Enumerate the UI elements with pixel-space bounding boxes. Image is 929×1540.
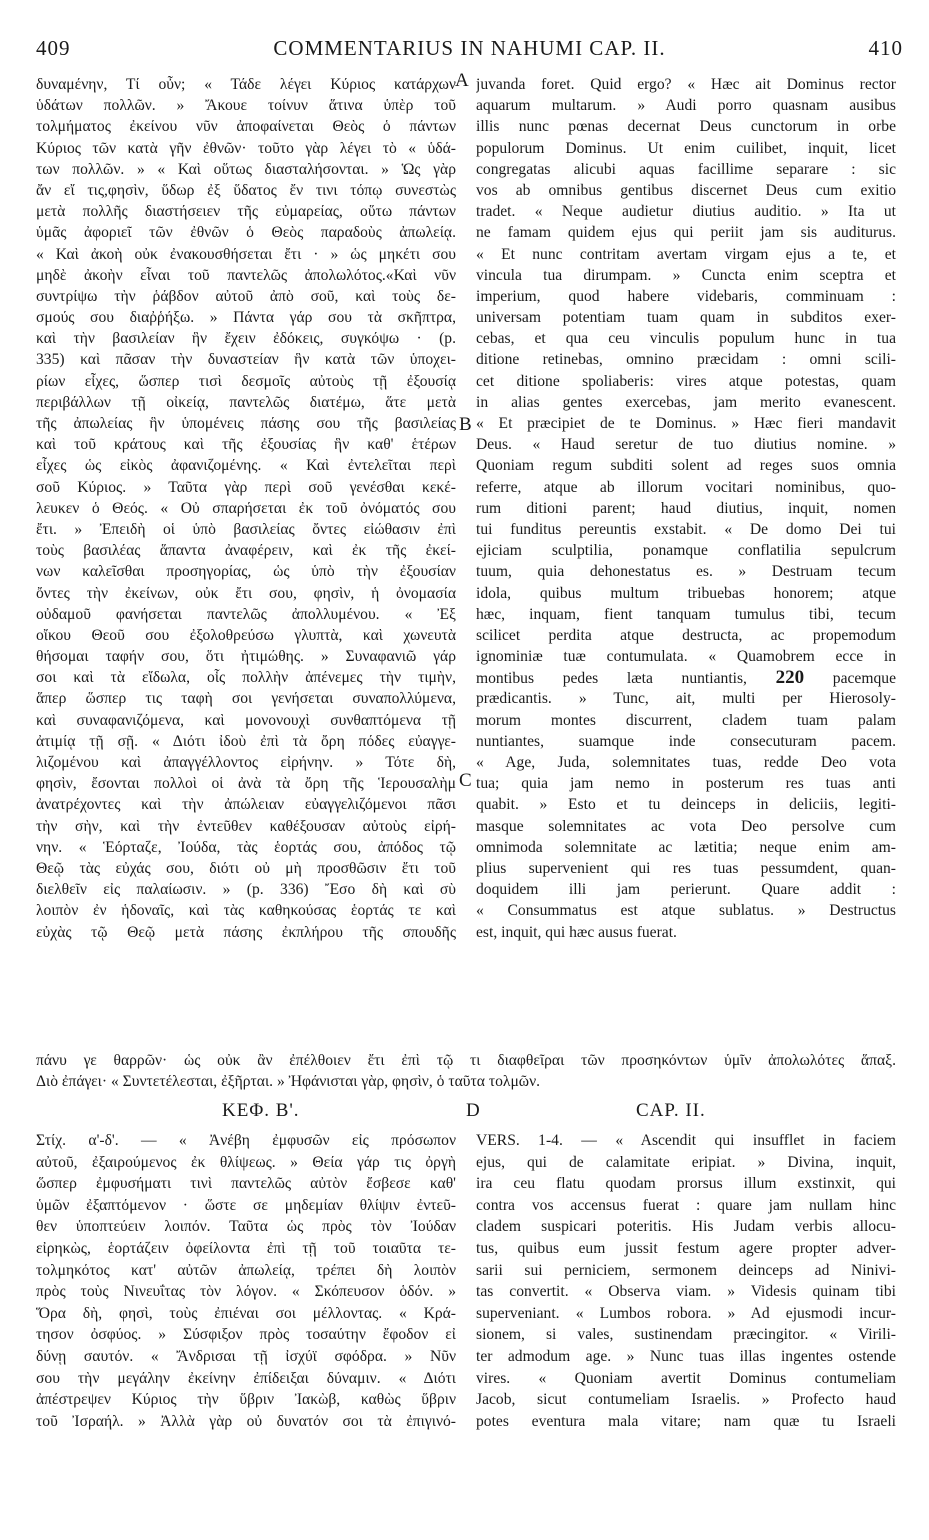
text-line: vincula tua dirumpam. » Cuncta enim sceptra et	[476, 266, 896, 284]
text-line: ὥσπερ ἐμφυσήματι τινὶ παντελῶς αὐτὸν ἔσβεσε καθ'	[36, 1175, 456, 1193]
latin-column-bottom	[476, 1130, 896, 1432]
text-line: contra vos accensus fuerat : quare jam nullam hinc	[476, 1196, 896, 1214]
text-line: potes eventura mala vitare; nam quæ tu Israeli	[476, 1412, 896, 1430]
text-line: Διὸ ἐπάγει· « Συντετέλεσται, ἐξῆρται. » Ἠφάνισται γὰρ, φησὶν, ὁ ταῦτα τολμῶν.	[36, 1073, 541, 1091]
text-line: ἅπερ ὥσπερ τις ταφὴ σοι γενήσεται συναπολλύμενα,	[36, 690, 456, 708]
text-line: hæc, inquam, fient tanquam tumulus tibi, tecum	[476, 605, 896, 623]
text-line: superveniant. « Lumbos robora. » Ad ejusmodi incur-	[476, 1304, 896, 1322]
text-line: « Καὶ ἀκοὴ οὐκ ἐνακουσθήσεται ἔτι · » ὡς μηκέτι σου	[36, 245, 456, 263]
text-line: αὐτοῦ, ἐξαιρούμενος ἐκ θλίψεως. » Θεία γάρ τις ὀργὴ	[36, 1153, 456, 1171]
text-line: VERS. 1-4. — « Ascendit qui insufflet in faciem	[476, 1132, 896, 1149]
running-header	[36, 36, 903, 66]
text-line: cebas, et qua ceu vinculis populum hunc in tua	[476, 330, 896, 348]
text-line: ὄντες τὴν ἐκείνων, οὐκ ἔτι σου, φησὶν, ἡ ὀνομασία	[36, 584, 456, 602]
text-line: referre, atque ab illorum vocitari nominibus, quo-	[476, 478, 896, 496]
text-line: Jacob, sicut contumeliam Israelis. » Profecto haud	[476, 1391, 896, 1409]
text-line: prædicantis. » Tunc, ait, multi per Hierosoly-	[476, 690, 896, 708]
margin-marker-a: A	[455, 70, 469, 91]
text-line: εἶχες ὡς εἰκὸς ἀφανιζομένης. « Καὶ ἐντελεῖται περὶ	[36, 457, 456, 475]
column-number-220: 220	[775, 667, 805, 689]
line-text-after: pacemque	[804, 670, 896, 688]
text-line: vires. « Quoniam avertit Dominus contumeliam	[476, 1369, 896, 1387]
text-line: πρὸς τοὺς Νινευΐτας τὸν λόγον. « Σκόπευσον ὁδόν. »	[36, 1283, 456, 1301]
text-line: θεν ὑποπτεύειν λοιπόν. Ταῦτα ὡς πρὸς τὸν Ἰούδαν	[36, 1218, 456, 1236]
text-line: περιβάλλων τῇ οἰκείᾳ, παντελῶς διατέμω, ἅτε μετὰ	[36, 393, 456, 411]
margin-marker-b: B	[459, 414, 472, 435]
text-line: τὴν σὴν, καὶ τὴν ἐντεῦθεν καθέξουσαν αὐτοὺς εἰρή-	[36, 817, 456, 835]
text-line: οὐδαμοῦ φανήσεται παντελῶς ἀπολλυμένου. « Ἐξ	[36, 605, 456, 623]
text-line: διελθεῖν εἰς παλαίωσιν. » (p. 336) Ἔσο δὴ καὶ σὺ	[36, 881, 456, 899]
text-line: tradet. « Neque audietur diutius auditio. » Ita ut	[476, 203, 896, 221]
line-text: montibus pedes læta nuntiantis,	[476, 670, 776, 688]
text-line: quabit. » Esto et tu deinceps in deliciis, legiti-	[476, 796, 896, 814]
text-line: τοῦ Ἰσραήλ. » Ἀλλὰ γὰρ οὐ δυνατόν σοι τὰ ἐπιγινό-	[36, 1412, 456, 1430]
text-line: μηδὲ ἀκοὴν εἶναι τοῦ παντελῶς ἀπολωλότος.«Καὶ νῦν	[36, 266, 456, 284]
text-line: Κύριος τῶν κατὰ γῆν ἐθνῶν· τοῦτο γὰρ λέγει τὸ « ὑδά-	[36, 139, 456, 157]
text-line: καὶ τοῦ κράτους καὶ τῆς ἐξουσίας ἣν καθ' ἑτέρων	[36, 436, 456, 454]
text-line: cladem suspicari poteritis. His Judam verbis allocu-	[476, 1218, 896, 1236]
running-title: COMMENTARIUS IN NAHUMI CAP. II.	[273, 36, 666, 60]
text-line: ira ceu flatu quodam prorsus illum exstinxit, qui	[476, 1175, 896, 1193]
text-line: « Et nunc contritam avertam virgam ejus a te, et	[476, 245, 896, 263]
text-line: juvanda foret. Quid ergo? « Hæc ait Dominus rector	[476, 76, 896, 93]
text-line: masque solemnitates ac vota Deo persolve cum	[476, 817, 896, 835]
text-line: σμούς σου διαῤῥήξω. » Πάντα γάρ σου τὰ σκῆπτρα,	[36, 309, 456, 327]
text-line: Ὅρα δὴ, φησὶ, τοὺς ἐπιέναι σοι μέλλοντας. « Κρά-	[36, 1304, 456, 1322]
text-line: καὶ συναφανιζόμενα, καὶ μονονουχὶ συνθαπτόμενα τῇ	[36, 711, 456, 729]
text-line: ignominiæ tuæ contumulata. « Quamobrem ecce in	[476, 648, 896, 666]
text-line: Quoniam regum subditi solent ad reges suos omnia	[476, 457, 896, 475]
text-line: μετὰ πολλῆς διαστήσειεν τῆς εὐμαρείας, οὕτω πάντων	[36, 203, 456, 221]
text-line: « Consummatus est atque sublatus. » Destructus	[476, 902, 896, 920]
text-line: ἄν εἴ τις,φησὶν, ὕδωρ ἐξ ὕδατος ἔν τινι τόπῳ συνεστὼς	[36, 181, 456, 199]
greek-chapter-heading: ΚΕΦ. Β'.	[222, 1100, 300, 1121]
text-line: doquidem illi jam perierunt. Quare addit :	[476, 881, 896, 899]
text-line: idola, quibus multum tribuebas honorem; atque	[476, 584, 896, 602]
page-number-right: 410	[868, 36, 903, 60]
text-line: plius supervenient qui res tuas pessumdent, quan-	[476, 859, 896, 877]
text-line: δύνῃ σαυτόν. « Ἄνδρισαι τῇ ἰσχύϊ σφόδρα. » Νῦν	[36, 1347, 456, 1365]
text-line: « Age, Juda, solemnitates tuas, redde Deo vota	[476, 754, 896, 771]
text-line: Στίχ. α'-δ'. — « Ἀνέβη ἐμφυσῶν εἰς πρόσωπον	[36, 1132, 456, 1149]
text-line: σοῦ Κύριος. » Ταῦτα γὰρ περὶ σοῦ γενέσθαι κεκέ-	[36, 478, 456, 496]
text-line	[476, 667, 896, 688]
text-line: tas convertit. « Observa viam. » Videsis quinam tibi	[476, 1283, 896, 1301]
text-line: scilicet perdita atque destructa, ac propemodum	[476, 626, 896, 644]
text-line: εὐχὰς τῷ Θεῷ μετὰ πάσης ἐκπλήρου τῆς σπουδῆς	[36, 923, 456, 941]
text-line: οἴκου Θεοῦ σου ἐξολοθρεύσω γλυπτὰ, καὶ χωνευτὰ	[36, 626, 456, 644]
text-line: sionem, si vales, sustinendam præcingitor. « Virili-	[476, 1326, 896, 1344]
text-line: λοιπὸν ἐν ἡδοναῖς, καὶ τὰς καθηκούσας ἑορτάς τε καὶ	[36, 902, 456, 920]
text-line: Θεῷ τὰς εὐχάς σου, διότι οὐ μὴ προσθῶσιν ἔτι τοῦ	[36, 859, 456, 877]
text-line: σοι καὶ τὰ εἴδωλα, οἷς πολλὴν ἀπένεμες τὴν τιμὴν,	[36, 669, 456, 687]
text-line: imperium, quod habere videbaris, comminuam :	[476, 287, 896, 305]
text-line: δυναμένην, Τί οὖν; « Τάδε λέγει Κύριος κατάρχων	[36, 76, 456, 93]
text-line: vos ab omnibus gentibus discernet Deus cum exitio	[476, 181, 896, 199]
text-line: est, inquit, qui hæc ausus fuerat.	[476, 923, 677, 941]
text-line: illis nunc pœnas decernat Deus cunctorum in orbe	[476, 118, 896, 136]
margin-marker-d: D	[466, 1100, 480, 1121]
latin-chapter-heading: CAP. II.	[636, 1100, 706, 1121]
text-line: λευκεν ὁ Θεός. « Οὐ σπαρήσεται ἐκ τοῦ ὀνόματός σου	[36, 499, 456, 517]
text-line: Deus. « Haud seretur de tuo diutius nomine. »	[476, 436, 896, 454]
text-line: ejiciam sculptilia, ponamque conflatilia sepulcrum	[476, 542, 896, 560]
text-line: τοὺς βασιλέας ἅπαντα ἀναφέρειν, καὶ ἐκ τῆς ἐκεί-	[36, 542, 456, 560]
greek-column-bottom	[36, 1130, 456, 1432]
text-line: nuntiantes, suamque inde consecuturam pacem.	[476, 732, 896, 750]
text-line: morum montes discurrent, cladem tuam palam	[476, 711, 896, 729]
margin-marker-c: C	[459, 770, 472, 791]
text-line: ὑμᾶς ἀφοριεῖ τῶν ἐθνῶν ὁ Θεὸς παραδοὺς ἀπωλείᾳ.	[36, 224, 456, 242]
text-line: universam potentiam tuam quam in subditos exer-	[476, 309, 896, 327]
text-line: ὑμῶν ἐξαπτόμενον · ὥστε σε μηδεμίαν θλίψιν ἐντεῦ-	[36, 1196, 456, 1214]
text-line: τολμήματος ἐκείνου νῦν ἀποφαίνεται Θεὸς ὁ πάντων	[36, 118, 456, 136]
text-line: in alias gentes exercebas, jam merito evanescent.	[476, 393, 896, 411]
text-line: ἀτιμίᾳ τῇ σῇ. « Διότι ἰδοὺ ἐπὶ τὰ ὄρη πόδες εὐαγγε-	[36, 732, 456, 750]
text-line: εἰρηκὼς, ἑορτάζειν ὀφείλοντα ἐπὶ τῇ τοῦ τοιαῦτα τε-	[36, 1239, 456, 1257]
text-line: νην. « Ἑόρταζε, Ἰούδα, τὰς ἑορτάς σου, ἀπόδος τῷ	[36, 838, 456, 856]
text-line: tus, quibus eum jussit festum agere propter adver-	[476, 1239, 896, 1257]
text-line: tui funditus pereuntis exstabit. « De domo Dei tui	[476, 520, 896, 538]
text-line: καὶ τὴν βασιλείαν ἣν ἔχειν ἐδόκεις, συγκόψω · (p.	[36, 330, 456, 348]
text-line: cet ditione spoliaberis: vires atque potestas, quam	[476, 372, 896, 390]
text-line: ρίων εἶχες, ὥσπερ τισὶ δεσμοῖς αὐτοὺς τῇ ἐξουσίᾳ	[36, 372, 456, 390]
latin-column-top	[476, 74, 896, 943]
text-line: λιζομένου καὶ ἀπαγγέλλοντος εἰρήνην. » Τότε δὴ,	[36, 754, 456, 771]
text-line: φησὶν, ἔσονται πολλοὶ οἱ ἀνὰ τὰ ὄρη τῆς Ἱερουσαλὴμ	[36, 775, 456, 793]
text-line: omnimoda solemnitate ac lætitia; neque enim am-	[476, 838, 896, 856]
text-line: aquarum multarum. » Audi porro quasnam ausibus	[476, 97, 896, 115]
text-line: sarii sui perniciem, sermonem deinceps ad Ninivi-	[476, 1261, 896, 1279]
greek-column-top	[36, 74, 456, 943]
text-line: θήσομαι ταφήν σου, ὅτι ἠτιμώθης. » Συναφανιῶ γάρ	[36, 648, 456, 666]
page-number-left: 409	[36, 36, 71, 60]
text-line: τησον ὀσφύος. » Σύσφιξον πρὸς τοσαύτην ἔφοδον εἰ	[36, 1326, 456, 1344]
text-line: σου τὴν μεγάλην ἐκείνην ἐπίδειξαι δύναμιν. « Διότι	[36, 1369, 456, 1387]
text-line: τολμηκότος κατ' αὐτῶν ἀπωλείᾳ, τρέπει δὴ λοιπὸν	[36, 1261, 456, 1279]
text-line: ejus, qui de calamitate eripiat. » Divina, inquit,	[476, 1153, 896, 1171]
text-line: tuum, quia dehonestatus es. » Destruam tecum	[476, 563, 896, 581]
text-line: « Et præcipiet de te Dominus. » Hæc fieri mandavit	[476, 415, 896, 432]
text-line: ἀνατρέχοντες καὶ τὴν ἀπώλειαν εὐαγγελιζόμενοι πᾶσι	[36, 796, 456, 814]
text-line: πάνυ γε θαρρῶν· ὡς οὐκ ἂν ἐπέλθοιεν ἔτι ἐπὶ τῷ τι διαφθεῖραι τῶν προσηκόντων ὑμῖν ἀπολωλότες ἅπαξ.	[36, 1052, 896, 1069]
text-line: συντρίψω τὴν ῥάβδον αὐτοῦ ἀπὸ σοῦ, καὶ τοὺς δε-	[36, 287, 456, 305]
full-width-lines	[36, 1050, 896, 1093]
text-line: populorum Dominus. Ut enim cuilibet, inquit, licet	[476, 139, 896, 157]
text-line: των πολλῶν. » « Καὶ οὕτως διασταλήσονται. » Ὡς γὰρ	[36, 160, 456, 178]
text-line: tua; quia jam nemo in posterum res tuas anti	[476, 775, 896, 793]
text-line: rum ditioni parent; haud diutius, inquit, nomen	[476, 499, 896, 517]
text-line: congregatas alicubi aquas facillime separare : sic	[476, 160, 896, 178]
text-line: ne famam quidem ejus qui periit jam sis auditurus.	[476, 224, 896, 242]
text-line: ἔτι. » Ἐπειδὴ οἱ ὑπὸ βασιλείας ὄντες εἰώθασιν ἐπὶ	[36, 520, 456, 538]
text-line: ditione retinebas, omnino præcidam : omni scili-	[476, 351, 896, 369]
text-line: ἀπέστρεψεν Κύριος τὴν ὕβριν Ἰακὼβ, καθὼς ὕβριν	[36, 1391, 456, 1409]
text-line: τῆς ἀπωλείας ἣν ὑπομένεις πάσης σου τῆς βασιλείας	[36, 415, 456, 432]
text-line: 335) καὶ πᾶσαν τὴν δυναστείαν ἣν κατὰ τῶν ὑποχει-	[36, 351, 456, 369]
text-line: νων καλεῖσθαι προσηγορίας, ὡς ὑπὸ τὴν ἐξουσίαν	[36, 563, 456, 581]
text-line: ὑδάτων πολλῶν. » Ἄκουε τοίνυν ἅτινα ὑπὲρ τοῦ	[36, 97, 456, 115]
text-line: ter admodum age. » Nunc tuas illas ingentes ostende	[476, 1347, 896, 1365]
